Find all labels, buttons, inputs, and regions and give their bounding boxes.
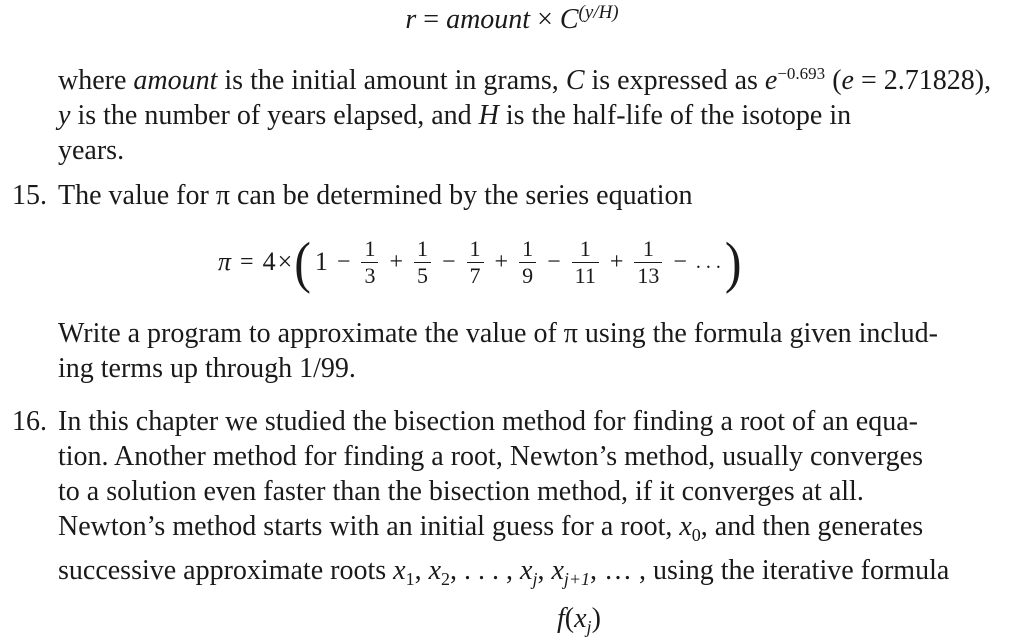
item-16-line-4: Newton’s method starts with an initial guess for a root, $x_0$, and then generates <box>58 511 924 545</box>
series-sign: − <box>442 248 456 275</box>
formula-lhs: r <box>405 4 417 35</box>
item-16-number: 16. <box>12 406 47 437</box>
series-pi: π <box>218 247 232 276</box>
series-sign: + <box>494 248 509 275</box>
series-tail-sign: − <box>673 248 687 275</box>
fraction-numerator: 1 <box>469 235 481 261</box>
fraction-numerator: 1 <box>579 235 591 261</box>
item-15-intro <box>58 178 693 213</box>
fraction-numerator: 1 <box>522 235 534 261</box>
where-paragraph <box>58 56 991 168</box>
decay-formula <box>0 2 1024 36</box>
fraction-denominator: 13 <box>634 262 662 289</box>
series-fraction <box>572 236 599 289</box>
formula-exponent: (y/H) <box>578 2 619 23</box>
formula-times: × <box>537 4 553 35</box>
fraction-denominator: 3 <box>361 262 378 289</box>
newton-formula-numerator: $f(x_j)$ <box>557 603 601 637</box>
where-line-2: y is the number of years elapsed, and H is the half-life of the isotope in <box>58 100 852 131</box>
item-16-line-5: successive approximate roots $x_1$, $x_2$, . . . , $x_j$, $x_{j+1}$, … , using the iterative formula <box>58 555 950 589</box>
series-ellipsis: . . . <box>695 250 721 273</box>
item-16-line-1: In this chapter we studied the bisection method for finding a root of an equa- <box>58 406 918 437</box>
series-sign: + <box>609 248 624 275</box>
series-open-paren: ( <box>294 229 311 295</box>
fraction-denominator: 11 <box>572 262 599 289</box>
where-line-3: years. <box>58 135 125 166</box>
series-times: × <box>277 247 293 276</box>
series-one: 1 <box>314 247 328 276</box>
series-fraction <box>634 236 662 289</box>
pi-series-formula <box>218 229 742 295</box>
item-15-number: 15. <box>12 180 47 211</box>
item-16-paragraph <box>58 404 949 597</box>
item-15-para-line-2: ing terms up through 1/99. <box>58 353 356 384</box>
formula-amount: amount <box>446 4 531 35</box>
series-fraction <box>519 236 536 289</box>
series-fraction <box>467 236 484 289</box>
fraction-denominator: 5 <box>414 262 431 289</box>
series-sign: − <box>547 248 561 275</box>
item-16-line-2: tion. Another method for finding a root, Newton’s method, usually converges <box>58 441 924 472</box>
item-15-line-1: The value for π can be determined by the series equation <box>58 180 693 211</box>
series-four: 4 <box>262 247 276 276</box>
fraction-numerator: 1 <box>642 235 654 261</box>
series-equals: = <box>240 248 254 275</box>
series-close-paren: ) <box>724 229 742 295</box>
fraction-numerator: 1 <box>364 235 376 261</box>
series-sign: + <box>389 248 403 275</box>
item-15-paragraph <box>58 316 938 386</box>
fraction-denominator: 9 <box>519 262 536 289</box>
item-15-para-line-1: Write a program to approximate the value of π using the formula given includ- <box>58 318 938 349</box>
series-fraction <box>414 236 431 289</box>
formula-equals: = <box>423 4 440 35</box>
fraction-denominator: 7 <box>467 262 484 289</box>
where-line-1: where amount is the initial amount in grams, C is expressed as $e^{-0.693}$ (e = 2.71828), <box>58 64 992 96</box>
item-16-line-3: to a solution even faster than the bisection method, if it converges at all. <box>58 476 864 507</box>
series-sign: − <box>336 248 351 275</box>
series-fraction <box>361 236 378 289</box>
fraction-numerator: 1 <box>417 235 428 261</box>
formula-base: C <box>559 4 579 35</box>
